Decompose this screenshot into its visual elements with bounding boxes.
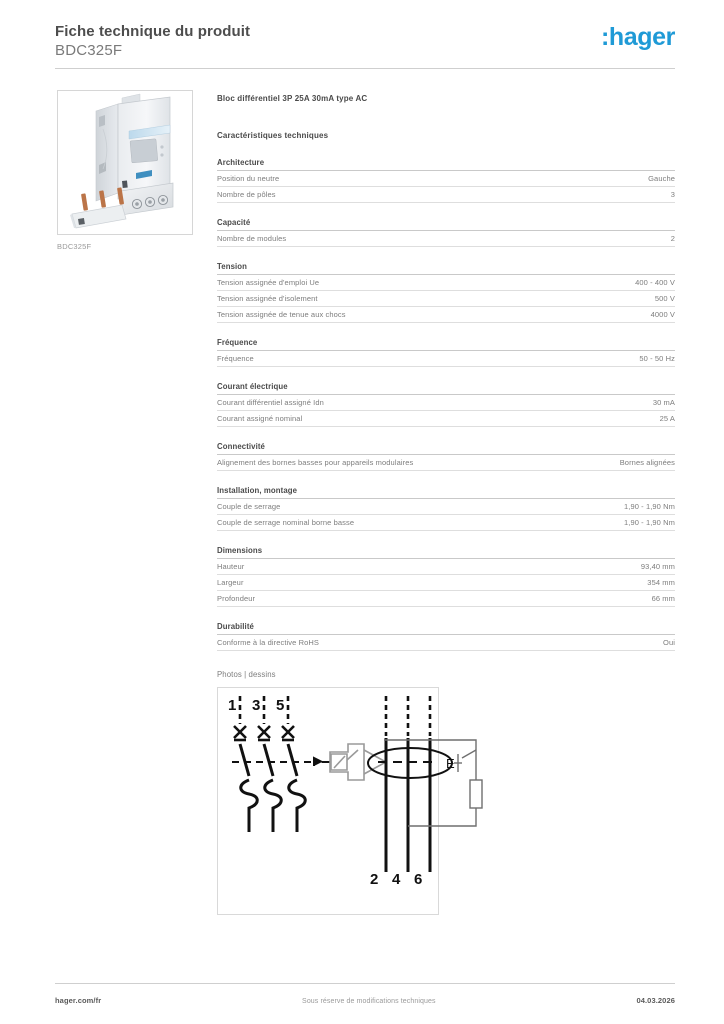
spec-value: 25 A [659,414,675,423]
spec-value: 4000 V [650,310,675,319]
drawings-title: Photos | dessins [217,670,276,679]
spec-group [217,338,675,367]
spec-value: 500 V [654,294,675,303]
spec-value: 3 [670,190,675,199]
product-photo-icon [58,91,192,234]
spec-label: Position du neutre [217,174,280,183]
spec-label: Profondeur [217,594,256,603]
spec-group [217,486,675,531]
spec-label: Couple de serrage [217,502,281,511]
spec-row [217,395,675,411]
spec-group [217,158,675,203]
spec-group-title: Tension [217,262,675,275]
spec-row [217,171,675,187]
product-reference: BDC325F [55,42,123,59]
spec-group-title: Connectivité [217,442,675,455]
test-label: E [446,756,455,771]
spec-label: Alignement des bornes basses pour appareils modulaires [217,458,414,467]
spec-group-title: Dimensions [217,546,675,559]
schematic-box [217,687,455,915]
spec-value: Oui [663,638,675,647]
spec-label: Fréquence [217,354,254,363]
spec-group-title: Capacité [217,218,675,231]
spec-row [217,575,675,591]
spec-group [217,262,675,323]
footer-website[interactable]: hager.com/fr [55,996,102,1005]
footer-divider [55,983,675,984]
spec-value: 1,90 - 1,90 Nm [623,502,675,511]
spec-label: Hauteur [217,562,245,571]
hager-logo: :hager [600,23,675,51]
spec-label: Tension assignée d'emploi Ue [217,278,320,287]
spec-group-title: Durabilité [217,622,675,635]
spec-group-title: Installation, montage [217,486,675,499]
spec-value: Gauche [648,174,675,183]
spec-label: Tension assignée de tenue aux chocs [217,310,346,319]
product-image-caption: BDC325F [57,242,92,251]
spec-groups [217,158,675,651]
product-name: Bloc différentiel 3P 25A 30mA type AC [217,94,368,103]
product-figure [57,90,193,251]
specifications-column [217,94,675,915]
spec-row [217,231,675,247]
spec-label: Couple de serrage nominal borne basse [217,518,355,527]
page-footer [55,996,675,1005]
spec-row [217,187,675,203]
spec-label: Tension assignée d'isolement [217,294,318,303]
spec-row [217,275,675,291]
footer-date: 04.03.2026 [636,996,675,1005]
page-header [55,22,675,68]
header-titles [55,22,250,60]
terminal-label-6: 6 [414,871,423,888]
spec-row [217,635,675,651]
spec-label: Nombre de modules [217,234,287,243]
spec-value: 400 - 400 V [635,278,675,287]
spec-row [217,591,675,607]
spec-label: Conforme à la directive RoHS [217,638,320,647]
spec-row [217,411,675,427]
spec-group [217,382,675,427]
page-title: Fiche technique du produit [55,23,251,40]
spec-row [217,499,675,515]
technical-characteristics-heading: Caractéristiques techniques [217,131,329,140]
header-divider [55,68,675,69]
spec-row [217,351,675,367]
spec-label: Courant différentiel assigné Idn [217,398,324,407]
spec-value: 66 mm [651,594,675,603]
spec-group-title: Architecture [217,158,675,171]
terminal-label-5: 5 [276,697,285,714]
terminal-label-3: 3 [252,697,261,714]
spec-value: 2 [670,234,675,243]
drawings-block [217,670,675,915]
spec-value: 1,90 - 1,90 Nm [623,518,675,527]
spec-label: Courant assigné nominal [217,414,303,423]
terminal-label-1: 1 [228,697,237,714]
spec-value: Bornes alignées [619,458,675,467]
spec-row [217,455,675,471]
spec-row [217,291,675,307]
spec-group [217,546,675,607]
product-image-box [57,90,193,235]
spec-row [217,307,675,323]
spec-row [217,515,675,531]
terminal-label-4: 4 [392,871,401,888]
spec-group [217,622,675,651]
spec-row [217,559,675,575]
spec-group-title: Fréquence [217,338,675,351]
spec-group [217,442,675,471]
footer-disclaimer: Sous réserve de modifications techniques [302,998,436,1005]
wiring-schematic-icon [218,688,455,914]
terminal-label-2: 2 [370,871,379,888]
spec-group-title: Courant électrique [217,382,675,395]
spec-value: 30 mA [652,398,675,407]
spec-label: Nombre de pôles [217,190,276,199]
spec-value: 354 mm [647,578,675,587]
spec-group [217,218,675,247]
spec-value: 50 - 50 Hz [639,354,675,363]
spec-value: 93,40 mm [640,562,675,571]
spec-label: Largeur [217,578,244,587]
